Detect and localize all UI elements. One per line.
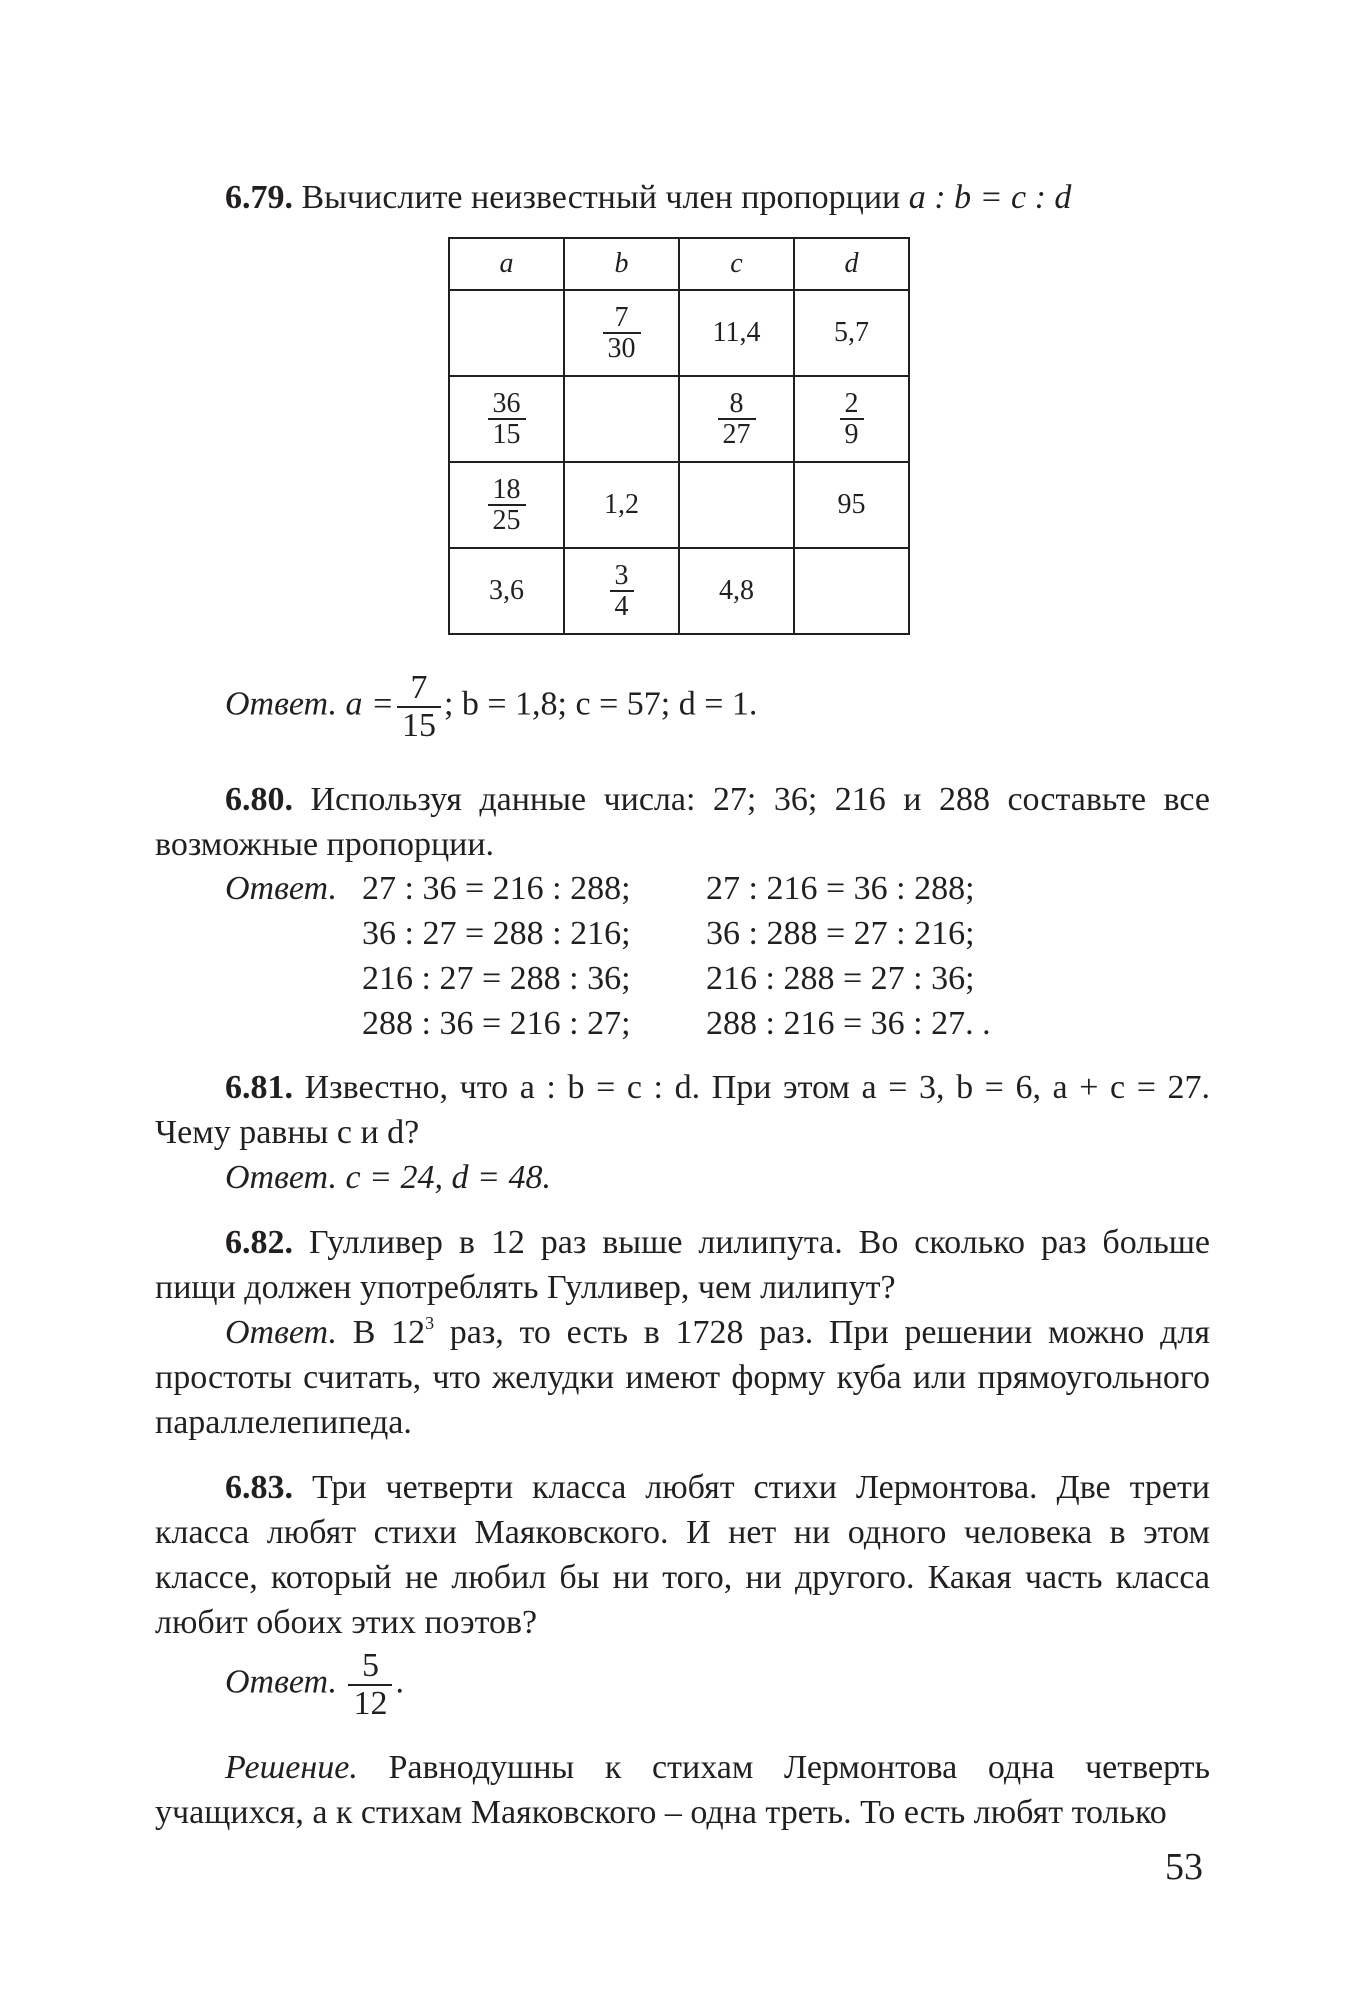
table-cell xyxy=(679,462,794,548)
problem-number: 6.82. xyxy=(225,1224,293,1261)
proportion-left-2: 36 : 27 = 288 : 216; xyxy=(362,915,631,952)
solution-label: Решение. xyxy=(225,1749,358,1786)
fraction: $\frac{8}{27}$ xyxy=(718,389,756,450)
problem-text: Вычислите неизвестный член пропорции xyxy=(293,179,909,216)
fraction: $\frac{7}{30}$ xyxy=(603,303,641,364)
page-number: 53 xyxy=(1165,1846,1203,1888)
answer-label: Ответ. xyxy=(225,1314,337,1351)
proportion-right-3: 216 : 288 = 27 : 36; xyxy=(706,960,975,997)
answer-label: Ответ. xyxy=(225,1663,337,1701)
fraction: $\frac{5}{12}$ xyxy=(348,1648,392,1721)
proportion-left-3: 216 : 27 = 288 : 36; xyxy=(362,960,631,997)
fraction: $\frac{36}{15}$ xyxy=(488,389,526,450)
problem-6-79 xyxy=(155,175,1210,220)
problem-6-81 xyxy=(155,1065,1210,1155)
problem-number: 6.80. xyxy=(225,781,293,818)
fraction: $\frac{3}{4}$ xyxy=(610,561,634,622)
header-c: c xyxy=(679,238,794,290)
table-cell xyxy=(449,376,564,462)
table-cell xyxy=(794,376,909,462)
table-cell: 1,2 xyxy=(564,462,679,548)
table-cell xyxy=(564,376,679,462)
table-cell: 11,4 xyxy=(679,290,794,376)
table-cell xyxy=(449,290,564,376)
table-cell xyxy=(564,548,679,634)
table-cell xyxy=(794,548,909,634)
table-row xyxy=(449,462,909,548)
table-row xyxy=(449,376,909,462)
problem-6-82 xyxy=(155,1220,1210,1310)
problem-6-83 xyxy=(155,1465,1210,1645)
problem-text: Известно, что a : b = c : d. При этом a = 3, b = 6, a + c = 27. Чему равны c и d? xyxy=(155,1069,1210,1151)
proportion-left-1: 27 : 36 = 216 : 288; xyxy=(362,870,631,907)
table-cell: 95 xyxy=(794,462,909,548)
proportion-right-4: 288 : 216 = 36 : 27. . xyxy=(706,1005,991,1042)
table-cell: 5,7 xyxy=(794,290,909,376)
header-b: b xyxy=(564,238,679,290)
proportion-table xyxy=(448,237,910,635)
problem-text: Гулливер в 12 раз выше лилипута. Во сколько раз больше пищи должен употреблять Гулливер, чем лилипут? xyxy=(155,1224,1210,1306)
fraction: $\frac{18}{25}$ xyxy=(488,475,526,536)
problem-number: 6.79. xyxy=(225,179,293,216)
table-row xyxy=(449,290,909,376)
answer-6-83: Ответ. $\frac{5}{12}$ . xyxy=(225,1647,404,1722)
problem-text: Три четверти класса любят стихи Лермонтова. Две трети класса любят стихи Маяковского. И нет ни одного человека в этом классе, который не любил бы ни того, ни другого. Какая часть класса любит обоих этих поэтов? xyxy=(155,1469,1210,1641)
header-a: a xyxy=(449,238,564,290)
solution-6-83: Решение. Равнодушны к стихам Лермонтова одна четверть учащихся, а к стихам Маяковского – одна треть. То есть любят только xyxy=(155,1749,1210,1831)
answer-6-81: Ответ. c = 24, d = 48. xyxy=(225,1159,551,1196)
problem-6-80 xyxy=(155,777,1210,867)
table-header-row xyxy=(449,238,909,290)
problem-number: 6.81. xyxy=(225,1069,293,1106)
answer-6-79: Ответ. a = $\frac{7}{15}$ ; b = 1,8; c = 57; d = 1. xyxy=(225,669,758,744)
answer-label: Ответ. xyxy=(225,870,337,907)
answer-label: Ответ. xyxy=(225,685,337,723)
fraction: $\frac{7}{15}$ xyxy=(397,670,441,743)
table-cell xyxy=(679,376,794,462)
problem-number: 6.83. xyxy=(225,1469,293,1506)
proportion-right-1: 27 : 216 = 36 : 288; xyxy=(706,870,975,907)
header-d: d xyxy=(794,238,909,290)
table-row xyxy=(449,548,909,634)
proportion-right-2: 36 : 288 = 27 : 216; xyxy=(706,915,975,952)
answer-label: Ответ. xyxy=(225,1159,337,1196)
problem-text: Используя данные числа: 27; 36; 216 и 288 составьте все возможные пропорции. xyxy=(155,781,1210,863)
fraction: $\frac{2}{9}$ xyxy=(840,389,864,450)
proportion-left-4: 288 : 36 = 216 : 27; xyxy=(362,1005,631,1042)
table-cell: 4,8 xyxy=(679,548,794,634)
table-cell xyxy=(449,462,564,548)
table-cell xyxy=(564,290,679,376)
table-cell: 3,6 xyxy=(449,548,564,634)
answer-6-82: Ответ. В $12^3$ раз, то есть в 1728 раз. При решении можно для простоты считать, что желудки имеют форму куба или прямоугольного параллелепипеда. xyxy=(155,1313,1210,1441)
proportion-formula: a : b = c : d xyxy=(908,179,1072,216)
